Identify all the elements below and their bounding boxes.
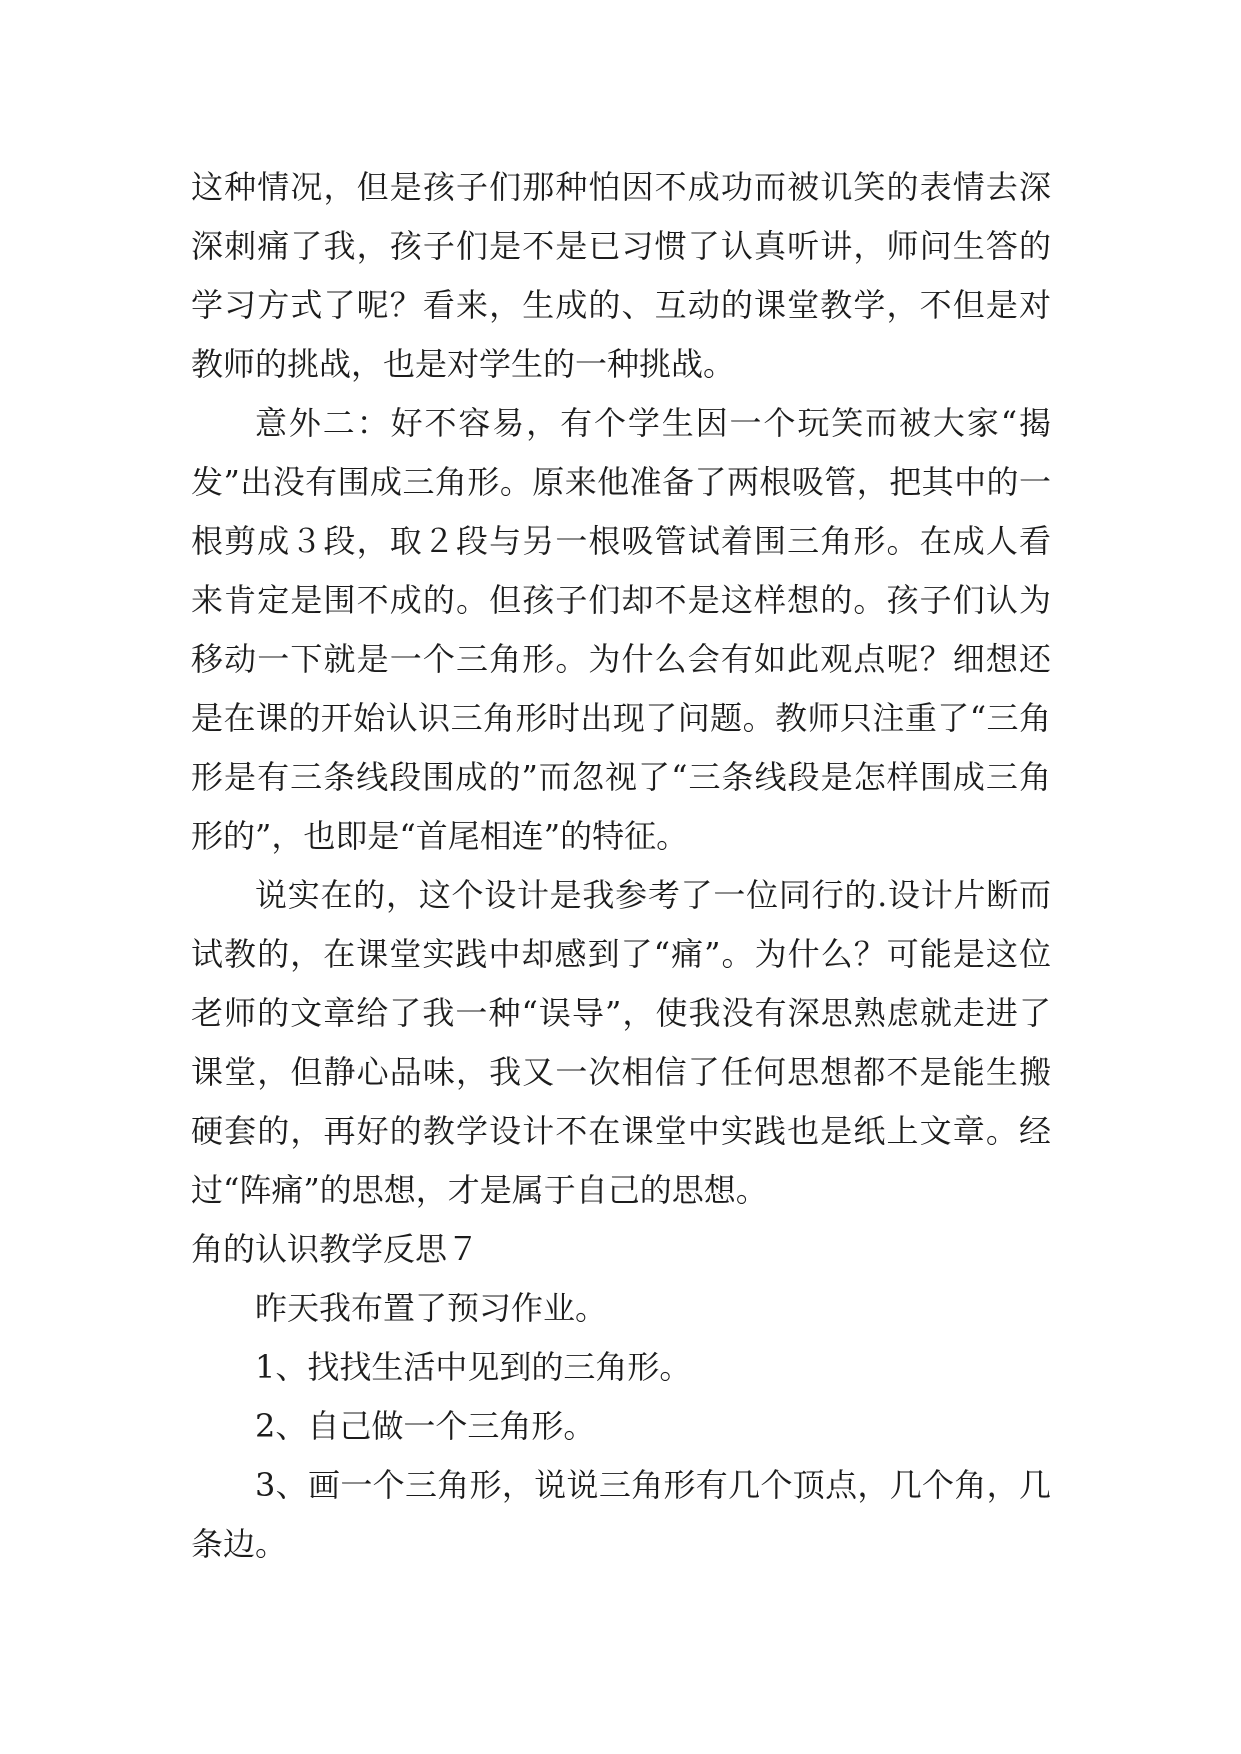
paragraph-reflection: 说实在的，这个设计是我参考了一位同行的.设计片断而试教的，在课堂实践中却感到了“痛”。为什么？可能是这位老师的文章给了我一种“误导”，使我没有深思熟虑就走进了课堂，但静心品味，我又一次相信了任何思想都不是能生搬硬套的，再好的教学设计不在课堂中实践也是纸上文章。经过“阵痛”的思想，才是属于自己的思想。 bbox=[191, 876, 1051, 1209]
list-item-3: 3、画一个三角形，说说三角形有几个顶点，几个角，几条边。 bbox=[191, 1466, 1051, 1563]
list-item-2: 2、自己做一个三角形。 bbox=[255, 1407, 596, 1445]
section-title: 角的认识教学反思７ bbox=[191, 1230, 480, 1268]
paragraph-accident-two: 意外二：好不容易，有个学生因一个玩笑而被大家“揭发”出没有围成三角形。原来他准备了两根吸管，把其中的一根剪成３段，取２段与另一根吸管试着围三角形。在成人看来肯定是围不成的。但孩子们却不是这样想的。孩子们认为移动一下就是一个三角形。为什么会有如此观点呢？细想还是在课的开始认识三角形时出现了问题。教师只注重了“三角形是有三条线段围成的”而忽视了“三条线段是怎样围成三角形的”，也即是“首尾相连”的特征。 bbox=[191, 404, 1051, 855]
document-body bbox=[191, 158, 1051, 1574]
paragraph-continuation: 这种情况，但是孩子们那种怕因不成功而被讥笑的表情去深深刺痛了我，孩子们是不是已习惯了认真听讲，师问生答的学习方式了呢？看来，生成的、互动的课堂教学，不但是对教师的挑战，也是对学生的一种挑战。 bbox=[191, 168, 1051, 383]
list-item-1: 1、找找生活中见到的三角形。 bbox=[255, 1348, 692, 1386]
paragraph-homework-intro: 昨天我布置了预习作业。 bbox=[255, 1289, 608, 1327]
